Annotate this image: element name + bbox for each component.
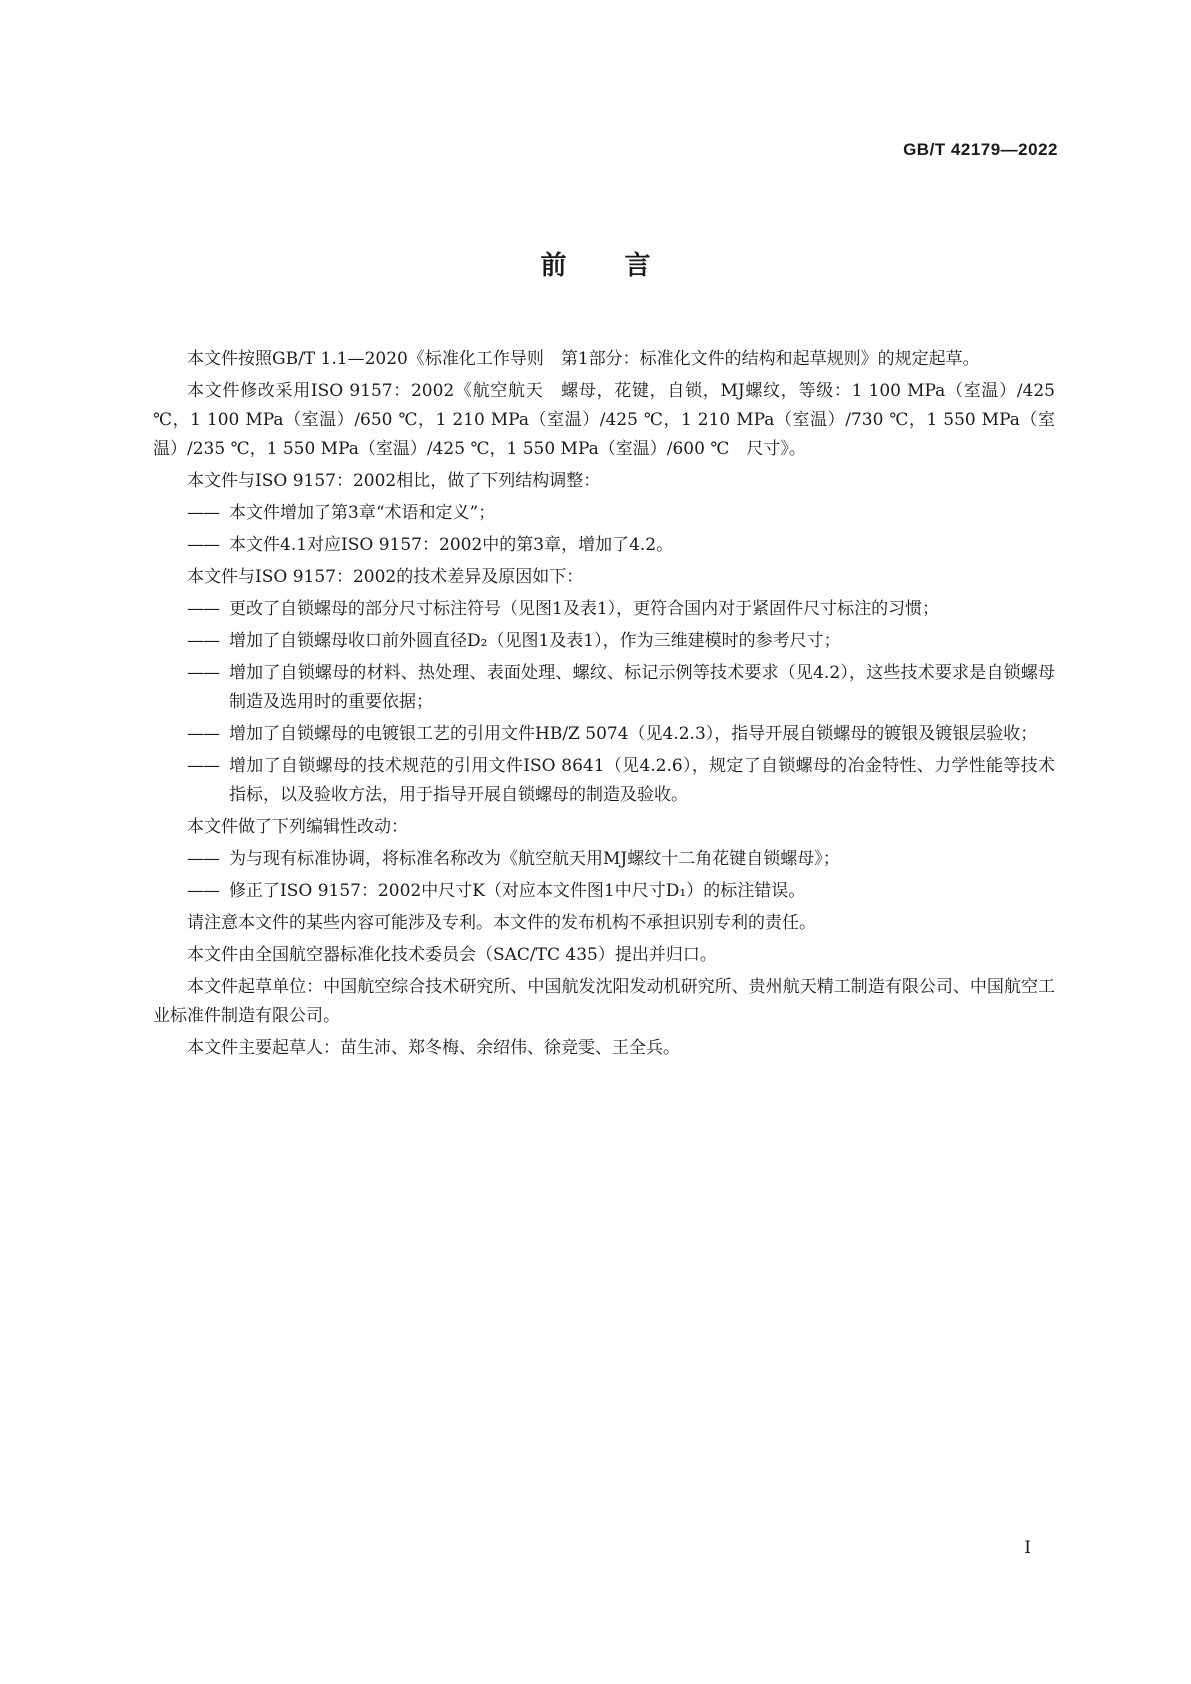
- dash-list-text: 为与现有标准协调，将标准名称改为《航空航天用MJ螺纹十二角花键自锁螺母》；: [229, 849, 840, 869]
- paragraph: 本文件由全国航空器标准化技术委员会（SAC/TC 435）提出并归口。: [187, 945, 717, 965]
- dash-list-item: [187, 659, 1055, 717]
- dash-marker: ——: [187, 503, 219, 523]
- dash-marker: ——: [187, 631, 219, 651]
- dash-list-item: [187, 845, 1055, 874]
- dash-list-text: 修正了ISO 9157：2002中尺寸K（对应本文件图1中尺寸D₁）的标注错误。: [229, 881, 806, 901]
- paragraph: 本文件按照GB/T 1.1—2020《标准化工作导则 第1部分：标准化文件的结构和起草规则》的规定起草。: [187, 349, 980, 369]
- dash-list-text: 增加了自锁螺母收口前外圆直径D₂（见图1及表1），作为三维建模时的参考尺寸；: [229, 631, 841, 651]
- paragraph: 本文件修改采用ISO 9157：2002《航空航天 螺母，花键，自锁，MJ螺纹，等级：1 100 MPa（室温）/425 ℃，1 100 MPa（室温）/650 ℃，1 210 MPa（室温）/425 ℃，1 210 MPa（室温）/730 ℃，1 550 MPa（室温）/235 ℃，1 550 MPa（室温）/425 ℃，1 550 MPa（室温）/600 ℃ 尺寸》。: [153, 381, 1055, 459]
- dash-list-item: [187, 720, 1055, 749]
- dash-list-text: 增加了自锁螺母的技术规范的引用文件ISO 8641（见4.2.6），规定了自锁螺母的冶金特性、力学性能等技术指标，以及验收方法，用于指导开展自锁螺母的制造及验收。: [229, 756, 1055, 805]
- dash-list-text: 增加了自锁螺母的材料、热处理、表面处理、螺纹、标记示例等技术要求（见4.2），这些技术要求是自锁螺母制造及选用时的重要依据；: [229, 663, 1055, 712]
- dash-list-item: [187, 627, 1055, 656]
- dash-list-text: 本文件4.1对应ISO 9157：2002中的第3章，增加了4.2。: [229, 535, 674, 555]
- foreword-body: [153, 345, 1055, 1066]
- dash-list-text: 更改了自锁螺母的部分尺寸标注符号（见图1及表1），更符合国内对于紧固件尺寸标注的习惯；: [229, 599, 940, 619]
- dash-marker: ——: [187, 663, 219, 683]
- paragraph: 本文件做了下列编辑性改动：: [187, 817, 408, 837]
- dash-marker: ——: [187, 756, 219, 776]
- dash-list-item: [187, 752, 1055, 810]
- paragraph: 请注意本文件的某些内容可能涉及专利。本文件的发布机构不承担识别专利的责任。: [187, 913, 816, 933]
- paragraph: 本文件主要起草人：苗生沛、郑冬梅、余绍伟、徐竞雯、王全兵。: [187, 1038, 680, 1058]
- dash-marker: ——: [187, 849, 219, 869]
- dash-list-text: 本文件增加了第3章“术语和定义”；: [229, 503, 496, 523]
- dash-marker: ——: [187, 881, 219, 901]
- paragraph: 本文件与ISO 9157：2002相比，做了下列结构调整：: [187, 471, 601, 491]
- page-title: 前言: [540, 251, 709, 281]
- standard-number: GB/T 42179—2022: [903, 140, 1058, 159]
- paragraph: 本文件与ISO 9157：2002的技术差异及原因如下：: [187, 567, 584, 587]
- dash-list-item: [187, 595, 1055, 624]
- dash-list-text: 增加了自锁螺母的电镀银工艺的引用文件HB/Z 5074（见4.2.3），指导开展自锁螺母的镀银及镀银层验收；: [229, 724, 1038, 744]
- dash-marker: ——: [187, 535, 219, 555]
- dash-marker: ——: [187, 599, 219, 619]
- dash-list-item: [187, 531, 1055, 560]
- dash-marker: ——: [187, 724, 219, 744]
- page-number: I: [1024, 1538, 1031, 1558]
- paragraph: 本文件起草单位：中国航空综合技术研究所、中国航发沈阳发动机研究所、贵州航天精工制造有限公司、中国航空工业标准件制造有限公司。: [153, 977, 1055, 1026]
- dash-list-item: [187, 877, 1055, 906]
- dash-list-item: [187, 499, 1055, 528]
